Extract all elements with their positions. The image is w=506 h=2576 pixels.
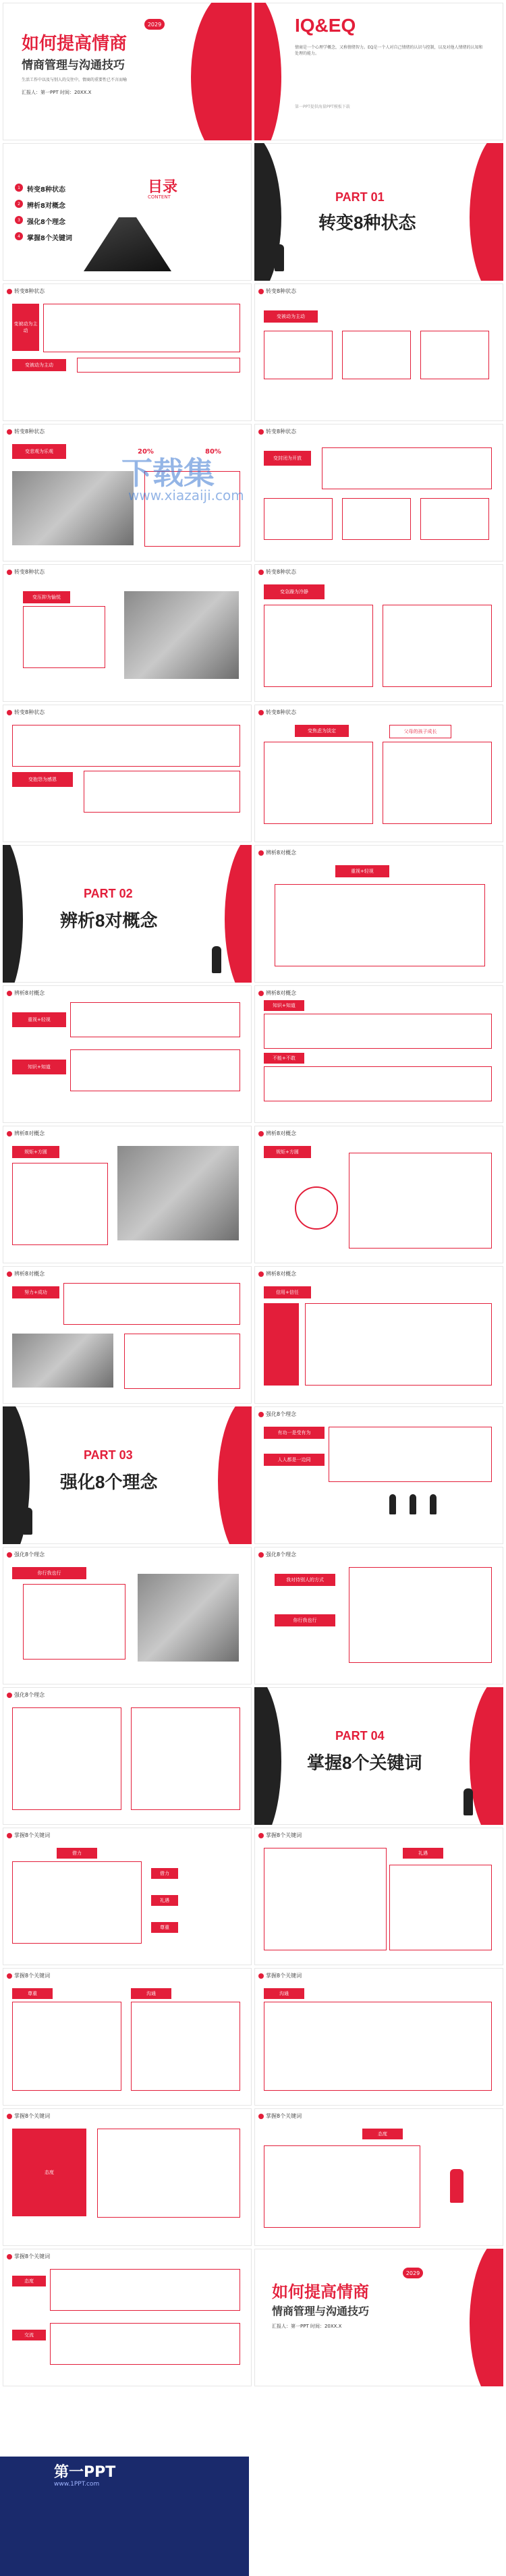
silhouette-person — [275, 244, 284, 271]
slide-ending[interactable] — [254, 2249, 503, 2386]
slide-s2-f[interactable] — [3, 1266, 252, 1404]
red-curtain — [225, 845, 252, 983]
part-title: 辨析8对概念 — [60, 910, 158, 931]
slide-part4[interactable] — [254, 1687, 503, 1825]
slide-s2-d[interactable] — [3, 1126, 252, 1263]
content-box — [264, 1066, 492, 1101]
cover-reporter: 汇报人：第一PPT 时间：20XX.X — [22, 90, 92, 95]
slide-s1-e[interactable] — [3, 564, 252, 702]
label-box: 礼遇 — [403, 1848, 443, 1859]
content-box — [12, 1707, 121, 1810]
section-header: 辨析8对概念 — [258, 989, 296, 997]
content-box — [305, 1303, 492, 1386]
section-header: 辨析8对概念 — [7, 1130, 45, 1137]
red-curtain — [470, 1687, 503, 1825]
toc-subtitle: CONTENT — [148, 194, 171, 200]
slide-s3-d[interactable] — [3, 1687, 252, 1825]
section-header: 转变8种状态 — [258, 287, 296, 295]
dark-curtain — [254, 1687, 281, 1825]
content-box — [264, 498, 333, 540]
label-box: 变压抑为愉悦 — [23, 591, 70, 603]
slide-s1-g[interactable] — [3, 705, 252, 842]
section-header: 转变8种状态 — [7, 568, 45, 576]
part-title: 强化8个理念 — [60, 1472, 158, 1492]
content-box — [70, 1049, 240, 1091]
content-box — [264, 331, 333, 379]
content-box — [23, 606, 105, 668]
content-box — [264, 605, 373, 687]
part-title: 掌握8个关键词 — [307, 1753, 422, 1773]
section-header: 强化8个理念 — [258, 1410, 296, 1418]
iqeq-body: 情商是一个心理学概念，又称情绪智力。EQ是一个人对自己情绪的认识与控制，以及对他人情绪的认知和处理的能力。 — [295, 45, 483, 56]
label-box: 你行我也行 — [12, 1567, 86, 1579]
label-box: 变被动为主动 — [12, 359, 66, 371]
label-box: 态度 — [12, 2129, 86, 2216]
section-header: 掌握8个关键词 — [258, 1972, 302, 1979]
ending-subtitle: 情商管理与沟通技巧 — [272, 2305, 370, 2318]
section-header: 辨析8对概念 — [258, 1270, 296, 1278]
team-photo — [138, 1574, 239, 1662]
label-box: 变被动为主动 — [12, 304, 39, 351]
part-label: PART 02 — [84, 887, 133, 900]
road-illustration — [84, 217, 171, 271]
slide-s4-c[interactable] — [3, 1968, 252, 2106]
slide-part1[interactable] — [254, 143, 503, 281]
label-box: 态度 — [362, 2129, 403, 2139]
section-header: 掌握8个关键词 — [7, 1972, 50, 1979]
section-header: 转变8种状态 — [7, 287, 45, 295]
section-header: 掌握8个关键词 — [7, 2112, 50, 2120]
section-header: 掌握8个关键词 — [7, 1832, 50, 1839]
section-header: 转变8种状态 — [258, 428, 296, 435]
content-box — [322, 447, 492, 489]
content-box — [342, 498, 411, 540]
figure-icon — [450, 2169, 463, 2203]
slide-toc[interactable] — [3, 143, 252, 281]
section-header: 转变8种状态 — [7, 709, 45, 716]
content-box — [264, 742, 373, 824]
content-box — [349, 1153, 492, 1249]
percent-a: 20% — [138, 448, 154, 456]
silhouette-person — [430, 1494, 437, 1514]
section-header: 掌握8个关键词 — [7, 2253, 50, 2260]
toc-item-4[interactable]: 掌握8个关键词 — [27, 235, 72, 242]
silhouette-person — [212, 946, 221, 973]
slide-s4-a[interactable] — [3, 1828, 252, 1965]
label-box: 借力 — [151, 1868, 178, 1879]
cover-subtitle: 情商管理与沟通技巧 — [22, 59, 125, 72]
part-label: PART 01 — [335, 190, 385, 204]
label-box: 重视+轻视 — [335, 865, 389, 877]
slide-s4-e[interactable] — [3, 2108, 252, 2246]
iqeq-note: 第一PPT提供海量PPT模板下载 — [295, 105, 350, 109]
year-badge: 2029 — [144, 19, 165, 30]
red-curtain — [254, 3, 281, 140]
section-header: 掌握8个关键词 — [258, 1832, 302, 1839]
content-box — [12, 1861, 142, 1944]
cover-tagline: 生活工作中以及与别人的交往中，情商的重要性已不言而喻 — [22, 78, 128, 82]
content-box — [12, 2002, 121, 2091]
silhouette-person — [23, 1508, 32, 1535]
label-box: 沟通 — [264, 1988, 304, 1999]
content-box — [264, 1014, 492, 1049]
percent-b: 80% — [205, 448, 221, 456]
slide-s1-b[interactable] — [254, 283, 503, 421]
section-header: 强化8个理念 — [7, 1551, 45, 1558]
content-box — [63, 1283, 240, 1325]
toc-bullet-2: 2 — [15, 200, 23, 208]
label-box: 不能+不敢 — [264, 1053, 304, 1064]
toc-bullet-3: 3 — [15, 216, 23, 224]
section-header: 辨析8对概念 — [7, 1270, 45, 1278]
ending-reporter: 汇报人：第一PPT 时间：20XX.X — [272, 2324, 342, 2329]
year-badge: 2029 — [403, 2268, 423, 2278]
label-box: 有功一是受有为 — [264, 1427, 325, 1439]
silhouette-person — [410, 1494, 416, 1514]
content-box — [329, 1427, 492, 1482]
circle-diagram — [295, 1186, 338, 1230]
red-curtain — [470, 2249, 503, 2386]
label-box: 努力+成功 — [12, 1286, 59, 1298]
section-header: 辨析8对概念 — [258, 1130, 296, 1137]
office-photo — [12, 1334, 113, 1388]
content-box — [131, 2002, 240, 2091]
content-box — [389, 1865, 492, 1950]
content-box — [342, 331, 411, 379]
section-header: 掌握8个关键词 — [258, 2112, 302, 2120]
side-bar — [264, 1303, 299, 1386]
slide-s2-g[interactable] — [254, 1266, 503, 1404]
content-box — [43, 304, 240, 352]
iqeq-heading: IQ&EQ — [295, 15, 356, 36]
section-header: 转变8种状态 — [258, 568, 296, 576]
label-box: 借力 — [57, 1848, 97, 1859]
part-label: PART 04 — [335, 1729, 385, 1743]
label-box: 知识+知道 — [264, 1000, 304, 1011]
silhouette-person — [389, 1494, 396, 1514]
label-box: 你行我也行 — [275, 1614, 335, 1626]
label-box: 规矩+方圆 — [264, 1146, 311, 1158]
slide-s2-c[interactable] — [254, 985, 503, 1123]
content-box — [77, 358, 240, 373]
label-box: 尊重 — [151, 1922, 178, 1933]
content-box — [264, 2145, 420, 2228]
content-box — [383, 742, 492, 824]
dark-curtain — [3, 845, 23, 983]
toc-item-2[interactable]: 辨析8对概念 — [27, 202, 65, 210]
hands-photo — [117, 1146, 239, 1240]
content-box — [420, 331, 489, 379]
content-box — [84, 771, 240, 813]
slide-s3-a[interactable] — [254, 1406, 503, 1544]
content-box — [264, 2002, 492, 2091]
slide-s4-f[interactable] — [254, 2108, 503, 2246]
content-box — [124, 1334, 240, 1389]
slide-s2-b[interactable] — [3, 985, 252, 1123]
slide-s4-g[interactable] — [3, 2249, 252, 2386]
cover-title: 如何提高情商 — [22, 33, 128, 53]
content-box — [349, 1567, 492, 1663]
toc-item-1[interactable]: 转变8种状态 — [27, 186, 65, 194]
label-box: 父母的孩子成长 — [389, 725, 451, 738]
silhouette-person — [463, 1788, 473, 1815]
slide-s2-e[interactable] — [254, 1126, 503, 1263]
workspace-photo — [124, 591, 239, 679]
slide-s4-b[interactable] — [254, 1828, 503, 1965]
brand-name: 第一PPT — [54, 2464, 116, 2481]
section-header: 转变8种状态 — [258, 709, 296, 716]
section-header: 强化8个理念 — [7, 1691, 45, 1699]
brand-url[interactable]: www.1PPT.com — [54, 2481, 100, 2488]
content-box — [23, 1584, 125, 1660]
label-box: 态度 — [12, 2276, 46, 2286]
section-header: 转变8种状态 — [7, 428, 45, 435]
slide-s3-b[interactable] — [3, 1547, 252, 1684]
watermark-url: www.xiazaiji.com — [128, 487, 244, 503]
brand-banner[interactable] — [0, 2457, 249, 2576]
label-box: 沟通 — [131, 1988, 171, 1999]
content-box — [50, 2269, 240, 2311]
toc-title: 目录 — [148, 178, 178, 195]
meeting-photo — [12, 471, 134, 545]
content-box — [70, 1002, 240, 1037]
label-box: 信用+信任 — [264, 1286, 311, 1298]
slide-s1-d[interactable] — [254, 424, 503, 561]
content-box — [264, 1848, 387, 1950]
section-header: 辨析8对概念 — [258, 849, 296, 856]
section-header: 辨析8对概念 — [7, 989, 45, 997]
label-box: 变封闭为开放 — [264, 451, 311, 466]
label-box: 尊重 — [12, 1988, 53, 1999]
slide-s4-d[interactable] — [254, 1968, 503, 2106]
slide-s3-c[interactable] — [254, 1547, 503, 1684]
label-box: 变急躁为冷静 — [264, 584, 325, 599]
slide-s1-f[interactable] — [254, 564, 503, 702]
red-curtain — [470, 143, 503, 281]
content-box — [50, 2323, 240, 2365]
label-box: 变抱怨为感恩 — [12, 772, 73, 787]
content-box — [383, 605, 492, 687]
slide-s1-h[interactable] — [254, 705, 503, 842]
toc-item-3[interactable]: 强化8个理念 — [27, 219, 65, 226]
part-title: 转变8种状态 — [318, 213, 416, 233]
content-box — [12, 1163, 108, 1245]
label-box: 礼遇 — [151, 1895, 178, 1906]
content-box — [97, 2129, 240, 2218]
label-box: 规矩+方圆 — [12, 1146, 59, 1158]
content-box — [131, 1707, 240, 1810]
slide-s2-a[interactable] — [254, 845, 503, 983]
content-box — [275, 884, 485, 966]
slide-cover[interactable] — [3, 3, 252, 140]
toc-bullet-1: 1 — [15, 184, 23, 192]
slide-s1-a[interactable] — [3, 283, 252, 421]
content-box — [420, 498, 489, 540]
red-curtain — [191, 3, 252, 140]
slide-part3[interactable] — [3, 1406, 252, 1544]
label-box: 变悲观为乐观 — [12, 444, 66, 459]
label-box: 知识+知道 — [12, 1060, 66, 1074]
toc-bullet-4: 4 — [15, 232, 23, 240]
slide-part2[interactable] — [3, 845, 252, 983]
label-box: 变被动为主动 — [264, 310, 318, 323]
part-label: PART 03 — [84, 1448, 133, 1462]
label-box: 变焦虑为淡定 — [295, 725, 349, 737]
ending-title: 如何提高情商 — [272, 2283, 369, 2301]
label-box: 我对待别人的方式 — [275, 1574, 335, 1586]
label-box: 重视+轻视 — [12, 1012, 66, 1027]
label-box: 人人都是一边同 — [264, 1454, 325, 1466]
slide-iqeq[interactable] — [254, 3, 503, 140]
red-curtain — [218, 1406, 252, 1544]
content-box — [12, 725, 240, 767]
label-box: 交流 — [12, 2330, 46, 2340]
watermark-text: 下载集 — [121, 455, 215, 491]
section-header: 强化8个理念 — [258, 1551, 296, 1558]
